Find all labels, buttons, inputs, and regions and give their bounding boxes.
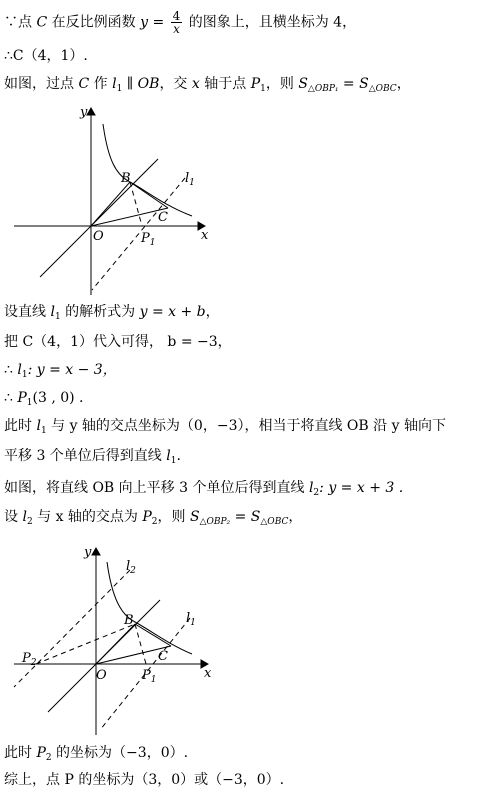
text: ，交 <box>159 76 192 92</box>
fraction-denominator: x <box>173 22 180 36</box>
label-l1: $l_1$ <box>185 171 195 188</box>
subscript: 1 <box>260 84 266 94</box>
equation: : y = x − 3， <box>27 362 117 378</box>
text: ， <box>396 76 411 92</box>
subscript: △OBP₂ <box>199 517 231 527</box>
subscript: 2 <box>151 517 158 527</box>
label-p2: $P_2$ <box>22 651 37 668</box>
var: l <box>36 418 41 434</box>
text: 综上，点 P 的坐标为（3，0）或（−3，0）. <box>4 772 285 788</box>
var-c: C <box>36 14 48 31</box>
text-line-10 <box>4 478 403 503</box>
text: ，则 <box>265 76 299 92</box>
var: l <box>22 509 27 525</box>
var: x <box>191 76 200 92</box>
subscript: △OBP₁ <box>307 84 339 94</box>
text: 的坐标为（−3，0）. <box>51 745 189 761</box>
text: 如图，过点 <box>4 76 79 92</box>
label-x: x <box>201 228 209 243</box>
var: S <box>298 76 308 92</box>
subscript: 1 <box>170 456 177 466</box>
var: l <box>166 448 171 464</box>
line-l1-dashed <box>92 178 185 290</box>
var: OB <box>137 76 160 92</box>
var: P <box>36 745 46 761</box>
text: 与 x 轴的交点为 <box>32 509 143 525</box>
subscript: 1 <box>40 426 47 436</box>
text-line-6 <box>4 360 117 385</box>
text: ， <box>205 304 220 320</box>
text: 此时 <box>4 745 37 761</box>
text: = <box>230 509 251 525</box>
label-y: y <box>80 105 88 120</box>
text: ， <box>288 509 303 525</box>
text: 的图象上，且横坐标为 4， <box>184 14 357 31</box>
label-p1: $P_1$ <box>142 668 157 685</box>
text: 设 <box>4 509 23 525</box>
text-line-1 <box>4 10 356 35</box>
subscript: 2 <box>313 488 320 498</box>
text: 的解析式为 <box>60 304 140 320</box>
segment-ob <box>91 182 130 226</box>
text: 轴于点 <box>199 76 251 92</box>
subscript: △OBC <box>260 517 289 527</box>
label-o: O <box>93 229 104 244</box>
subscript: 1 <box>54 312 61 322</box>
text: (3 , 0) . <box>32 390 84 406</box>
label-x: x <box>204 666 212 681</box>
text: 在反比例函数 <box>47 14 141 31</box>
label-p1: $P_1$ <box>141 231 156 248</box>
subscript: △OBC <box>368 84 397 94</box>
subscript: 1 <box>116 84 123 94</box>
text-line-12 <box>4 743 188 768</box>
text: ∴ <box>4 362 18 378</box>
text-line-8 <box>4 416 446 441</box>
text-line-9 <box>4 446 181 471</box>
var: l <box>308 480 314 496</box>
text: 如图，将直线 OB 向上平移 3 个单位后得到直线 <box>4 480 309 496</box>
segment-oc <box>91 208 168 226</box>
text-line-7 <box>4 388 84 413</box>
var: C <box>78 76 90 92</box>
y-axis-arrow <box>87 108 95 115</box>
label-c: C <box>158 210 168 225</box>
text: . <box>176 448 181 464</box>
var: P <box>17 390 27 406</box>
equation: : y = x + 3 . <box>319 480 404 496</box>
var: l <box>50 304 55 320</box>
text: ，则 <box>157 509 190 525</box>
figure-1 <box>0 100 230 300</box>
subscript: 2 <box>26 517 33 527</box>
figure-2 <box>0 540 230 740</box>
var: S <box>359 76 369 92</box>
label-c: C <box>158 649 168 664</box>
text-line-2 <box>4 46 88 66</box>
text: ∴ <box>4 390 18 406</box>
var: l <box>17 362 22 378</box>
text: ∵点 <box>4 14 37 31</box>
y-axis-arrow <box>92 548 100 555</box>
text: ∥ <box>122 76 138 92</box>
var: l <box>112 76 117 92</box>
text: 把 C（4，1）代入可得， b = −3， <box>4 334 232 350</box>
label-b: B <box>124 613 134 628</box>
text: 设直线 <box>4 304 51 320</box>
fraction <box>171 10 183 35</box>
text: 此时 <box>4 418 37 434</box>
text: = <box>148 14 169 31</box>
text: 与 y 轴的交点坐标为（0，−3），相当于将直线 OB 沿 y 轴向下 <box>46 418 446 434</box>
text-line-4 <box>4 302 220 327</box>
text-line-3 <box>4 74 411 99</box>
segment-ob <box>96 624 135 664</box>
text-line-13 <box>4 770 284 790</box>
line-l2-dashed <box>14 570 130 687</box>
var: P <box>142 509 152 525</box>
text: ∴C（4，1）. <box>4 48 88 64</box>
fraction-numerator: 4 <box>172 9 181 23</box>
text: 作 <box>89 76 113 92</box>
text: = <box>338 76 360 92</box>
var: P <box>250 76 261 92</box>
var: S <box>250 509 261 525</box>
subscript: 2 <box>45 753 52 763</box>
subscript: 1 <box>26 398 33 408</box>
var-y: y <box>140 14 148 31</box>
label-l1: $l_1$ <box>186 611 196 628</box>
label-l2: $l_2$ <box>126 559 136 576</box>
label-y: y <box>84 545 92 560</box>
equation: y = x + b <box>139 304 206 320</box>
var: S <box>189 509 200 525</box>
text-line-11 <box>4 507 302 532</box>
subscript: 1 <box>21 370 28 380</box>
label-b: B <box>121 171 131 186</box>
label-o: O <box>96 668 107 683</box>
text: 平移 3 个单位后得到直线 <box>4 448 167 464</box>
text-line-5 <box>4 332 232 352</box>
